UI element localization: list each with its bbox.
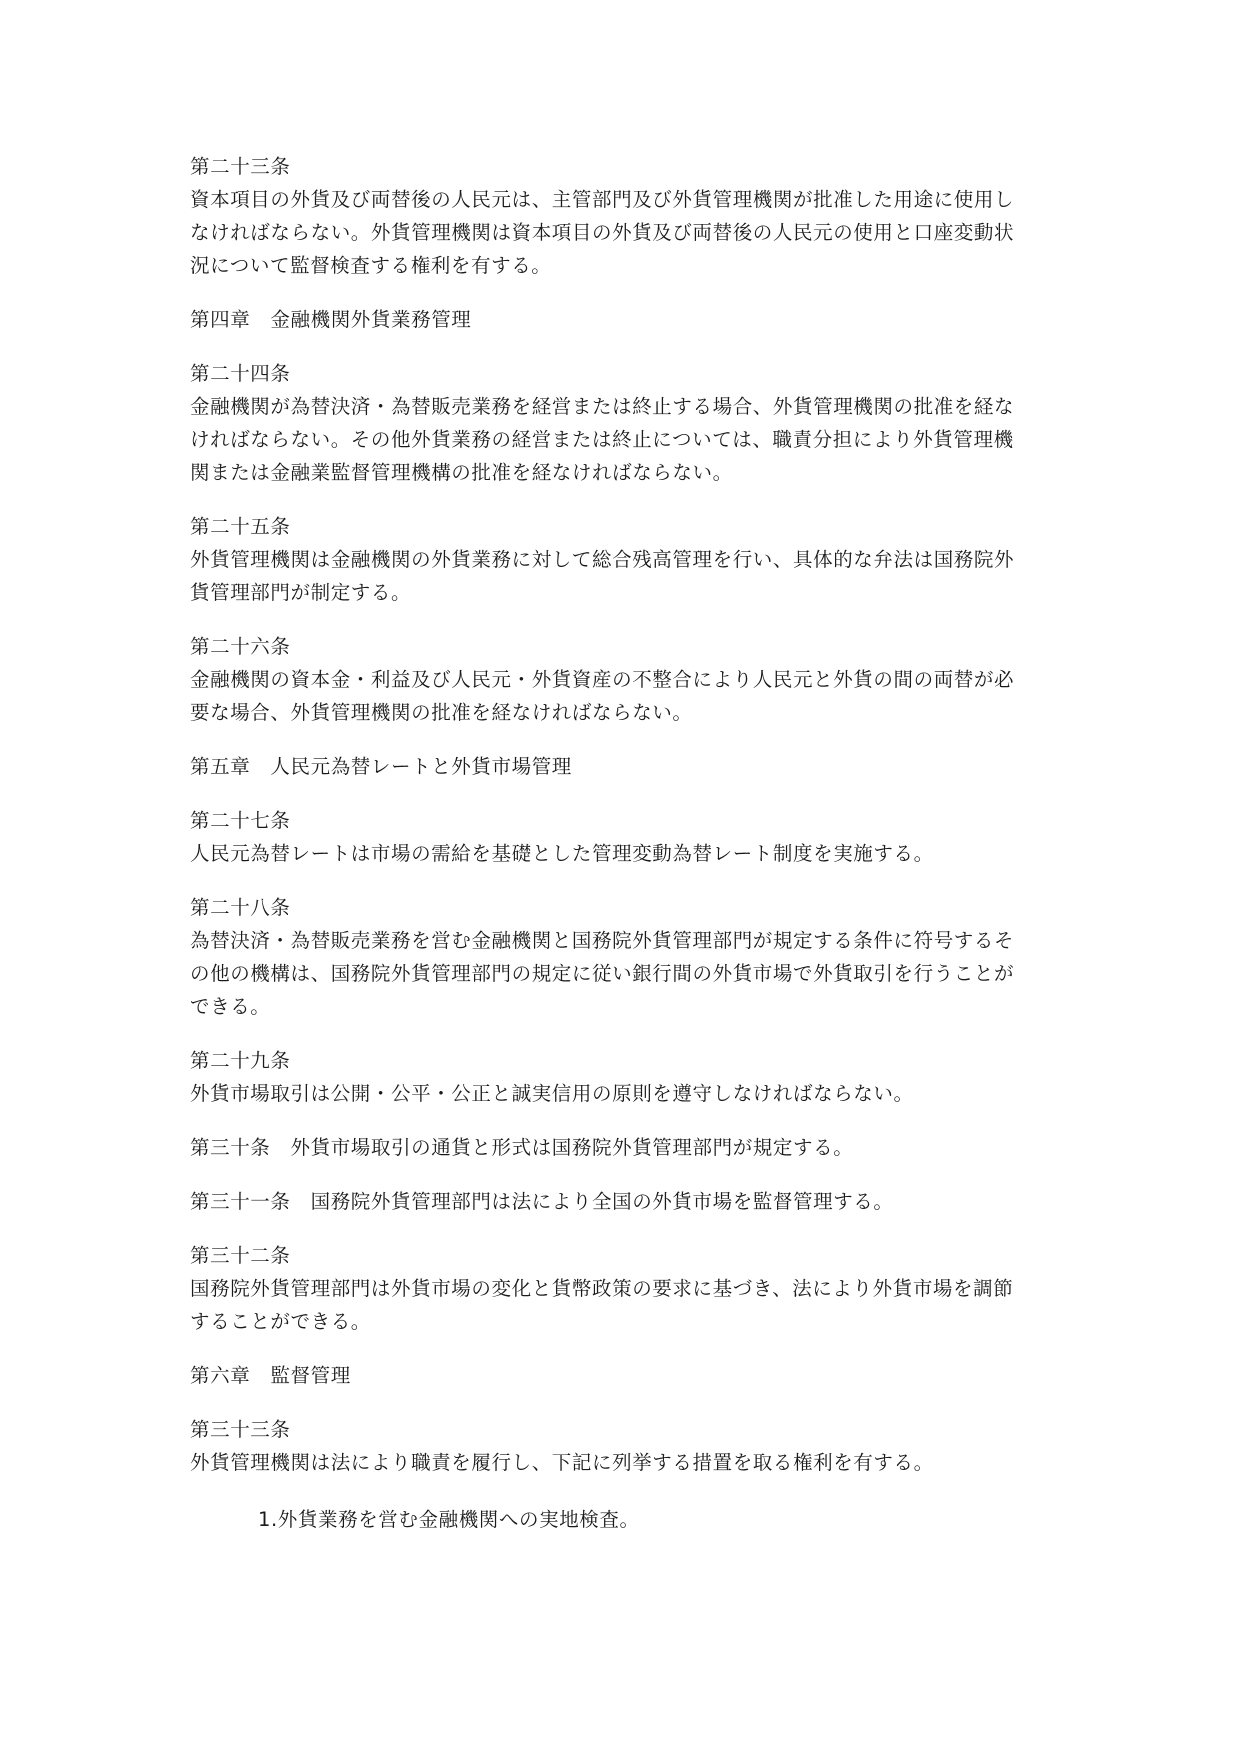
article-30 xyxy=(190,1131,1050,1164)
paragraph-line: 為替決済・為替販売業務を営む金融機関と国務院外貨管理部門が規定する条件に符号するそ xyxy=(190,929,1015,952)
document-body xyxy=(190,150,1050,1557)
article-23 xyxy=(190,150,1050,282)
paragraph-line: なければならない。外貨管理機関は資本項目の外貨及び両替後の人民元の使用と口座変動状 xyxy=(190,221,1015,244)
article-heading: 第二十八条 xyxy=(190,896,291,919)
article-29 xyxy=(190,1044,1050,1110)
article-heading: 第二十三条 xyxy=(190,155,291,178)
article-heading: 第二十五条 xyxy=(190,515,291,538)
paragraph-line: 金融機関が為替決済・為替販売業務を経営または終止する場合、外貨管理機関の批准を経な xyxy=(190,395,1015,418)
article-heading: 第三十二条 xyxy=(190,1244,291,1267)
paragraph-line: 関または金融業監督管理機構の批准を経なければならない。 xyxy=(190,461,733,484)
article-heading: 第二十四条 xyxy=(190,362,291,385)
list-item: 1.外貨業務を営む金融機関への実地検査。 xyxy=(258,1508,640,1531)
paragraph-line: 要な場合、外貨管理機関の批准を経なければならない。 xyxy=(190,701,693,724)
paragraph-line: 国務院外貨管理部門は外貨市場の変化と貨幣政策の要求に基づき、法により外貨市場を調節 xyxy=(190,1277,1014,1300)
article-heading: 第三十三条 xyxy=(190,1418,291,1441)
paragraph-line: 外貨管理機関は金融機関の外貨業務に対して総合残高管理を行い、具体的な弁法は国務院外 xyxy=(190,548,1015,571)
article-32 xyxy=(190,1239,1050,1338)
paragraph-line: 金融機関の資本金・利益及び人民元・外貨資産の不整合により人民元と外貨の間の両替が必 xyxy=(190,668,1015,691)
article-24 xyxy=(190,357,1050,489)
article-heading: 第二十六条 xyxy=(190,635,291,658)
paragraph-line: 人民元為替レートは市場の需給を基礎とした管理変動為替レート制度を実施する。 xyxy=(190,842,934,865)
paragraph-line: 況について監督検査する権利を有する。 xyxy=(190,254,552,277)
chapter-heading: 第四章 金融機関外貨業務管理 xyxy=(190,308,472,331)
article-25 xyxy=(190,510,1050,609)
article-heading: 第二十七条 xyxy=(190,809,291,832)
paragraph-line: の他の機構は、国務院外貨管理部門の規定に従い銀行間の外貨市場で外貨取引を行うことが xyxy=(190,962,1015,985)
paragraph-line: 貨管理部門が制定する。 xyxy=(190,581,412,604)
article-28 xyxy=(190,891,1050,1023)
paragraph-line: 外貨市場取引は公開・公平・公正と誠実信用の原則を遵守しなければならない。 xyxy=(190,1082,914,1105)
chapter-heading: 第五章 人民元為替レートと外貨市場管理 xyxy=(190,755,572,778)
chapter-5 xyxy=(190,750,1050,783)
chapter-6 xyxy=(190,1359,1050,1392)
paragraph-line: することができる。 xyxy=(190,1310,371,1333)
chapter-heading: 第六章 監督管理 xyxy=(190,1364,351,1387)
paragraph-line: できる。 xyxy=(190,995,271,1018)
article-inline: 第三十条 外貨市場取引の通貨と形式は国務院外貨管理部門が規定する。 xyxy=(190,1136,854,1159)
article-heading: 第二十九条 xyxy=(190,1049,291,1072)
article-27 xyxy=(190,804,1050,870)
article-inline: 第三十一条 国務院外貨管理部門は法により全国の外貨市場を監督管理する。 xyxy=(190,1190,894,1213)
paragraph-line: 外貨管理機関は法により職責を履行し、下記に列挙する措置を取る権利を有する。 xyxy=(190,1451,934,1474)
paragraph-line: 資本項目の外貨及び両替後の人民元は、主管部門及び外貨管理機関が批准した用途に使用し xyxy=(190,188,1015,211)
measures-list xyxy=(190,1503,1050,1536)
article-31 xyxy=(190,1185,1050,1218)
article-26 xyxy=(190,630,1050,729)
chapter-4 xyxy=(190,303,1050,336)
article-33 xyxy=(190,1413,1050,1479)
paragraph-line: ければならない。その他外貨業務の経営または終止については、職責分担により外貨管理機 xyxy=(190,428,1014,451)
